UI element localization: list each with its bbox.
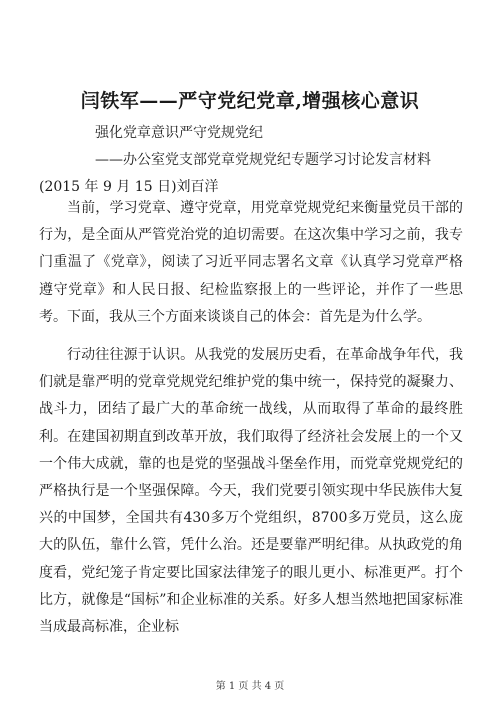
document-subtitle-line2: ——办公室党支部党章党规党纪专题学习讨论发言材料: [95, 152, 431, 168]
page-number-footer: 第 1 页 共 4 页: [215, 681, 285, 692]
document-subtitle: 强化党章意识严守党规党纪: [95, 125, 263, 141]
body-paragraph-2: 行动往往源于认识。从我党的发展历史看，在革命战争年代，我们就是靠严明的党章党规党纪维护党的集中统一，保持党的凝聚力、战斗力，团结了最广大的革命统一战线，从而取得了革命的最终胜利。在建国初期直到改革开放，我们取得了经济社会发展上的一个又一个伟大成就，靠的也是党的坚强战斗堡垒作用，而党章党规党纪的严格执行是一个坚强保障。今天，我们党要引领实现中华民族伟大复兴的中国梦，全国共有430多万个党组织，8700多万党员，这么庞大的队伍，靠什么管，凭什么治。还是要靠严明纪律。从执政党的角度看，党纪笼子肯定要比国家法律笼子的眼儿更小、标准更严。打个比方，就像是“国标”和企业标准的关系。好多人想当然地把国家标准当成最高标准，企业标: [39, 347, 463, 636]
document-dateline: (2015 年 9 月 15 日)刘百洋: [39, 179, 219, 195]
document-title: 闫铁军——严守党纪党章,增强核心意识: [80, 90, 420, 112]
body-paragraph-1: 当前，学习党章、遵守党章，用党章党规党纪来衡量党员干部的行为，是全面从严管党治党的迫切需要。在这次集中学习之前，我专门重温了《党章》，阅读了习近平同志署名文章《认真学习党章严格遵守党章》和人民日报、纪检监察报上的一些评论，并作了一些思考。下面，我从三个方面来谈谈自己的体会：首先是为什么学。: [39, 200, 463, 325]
